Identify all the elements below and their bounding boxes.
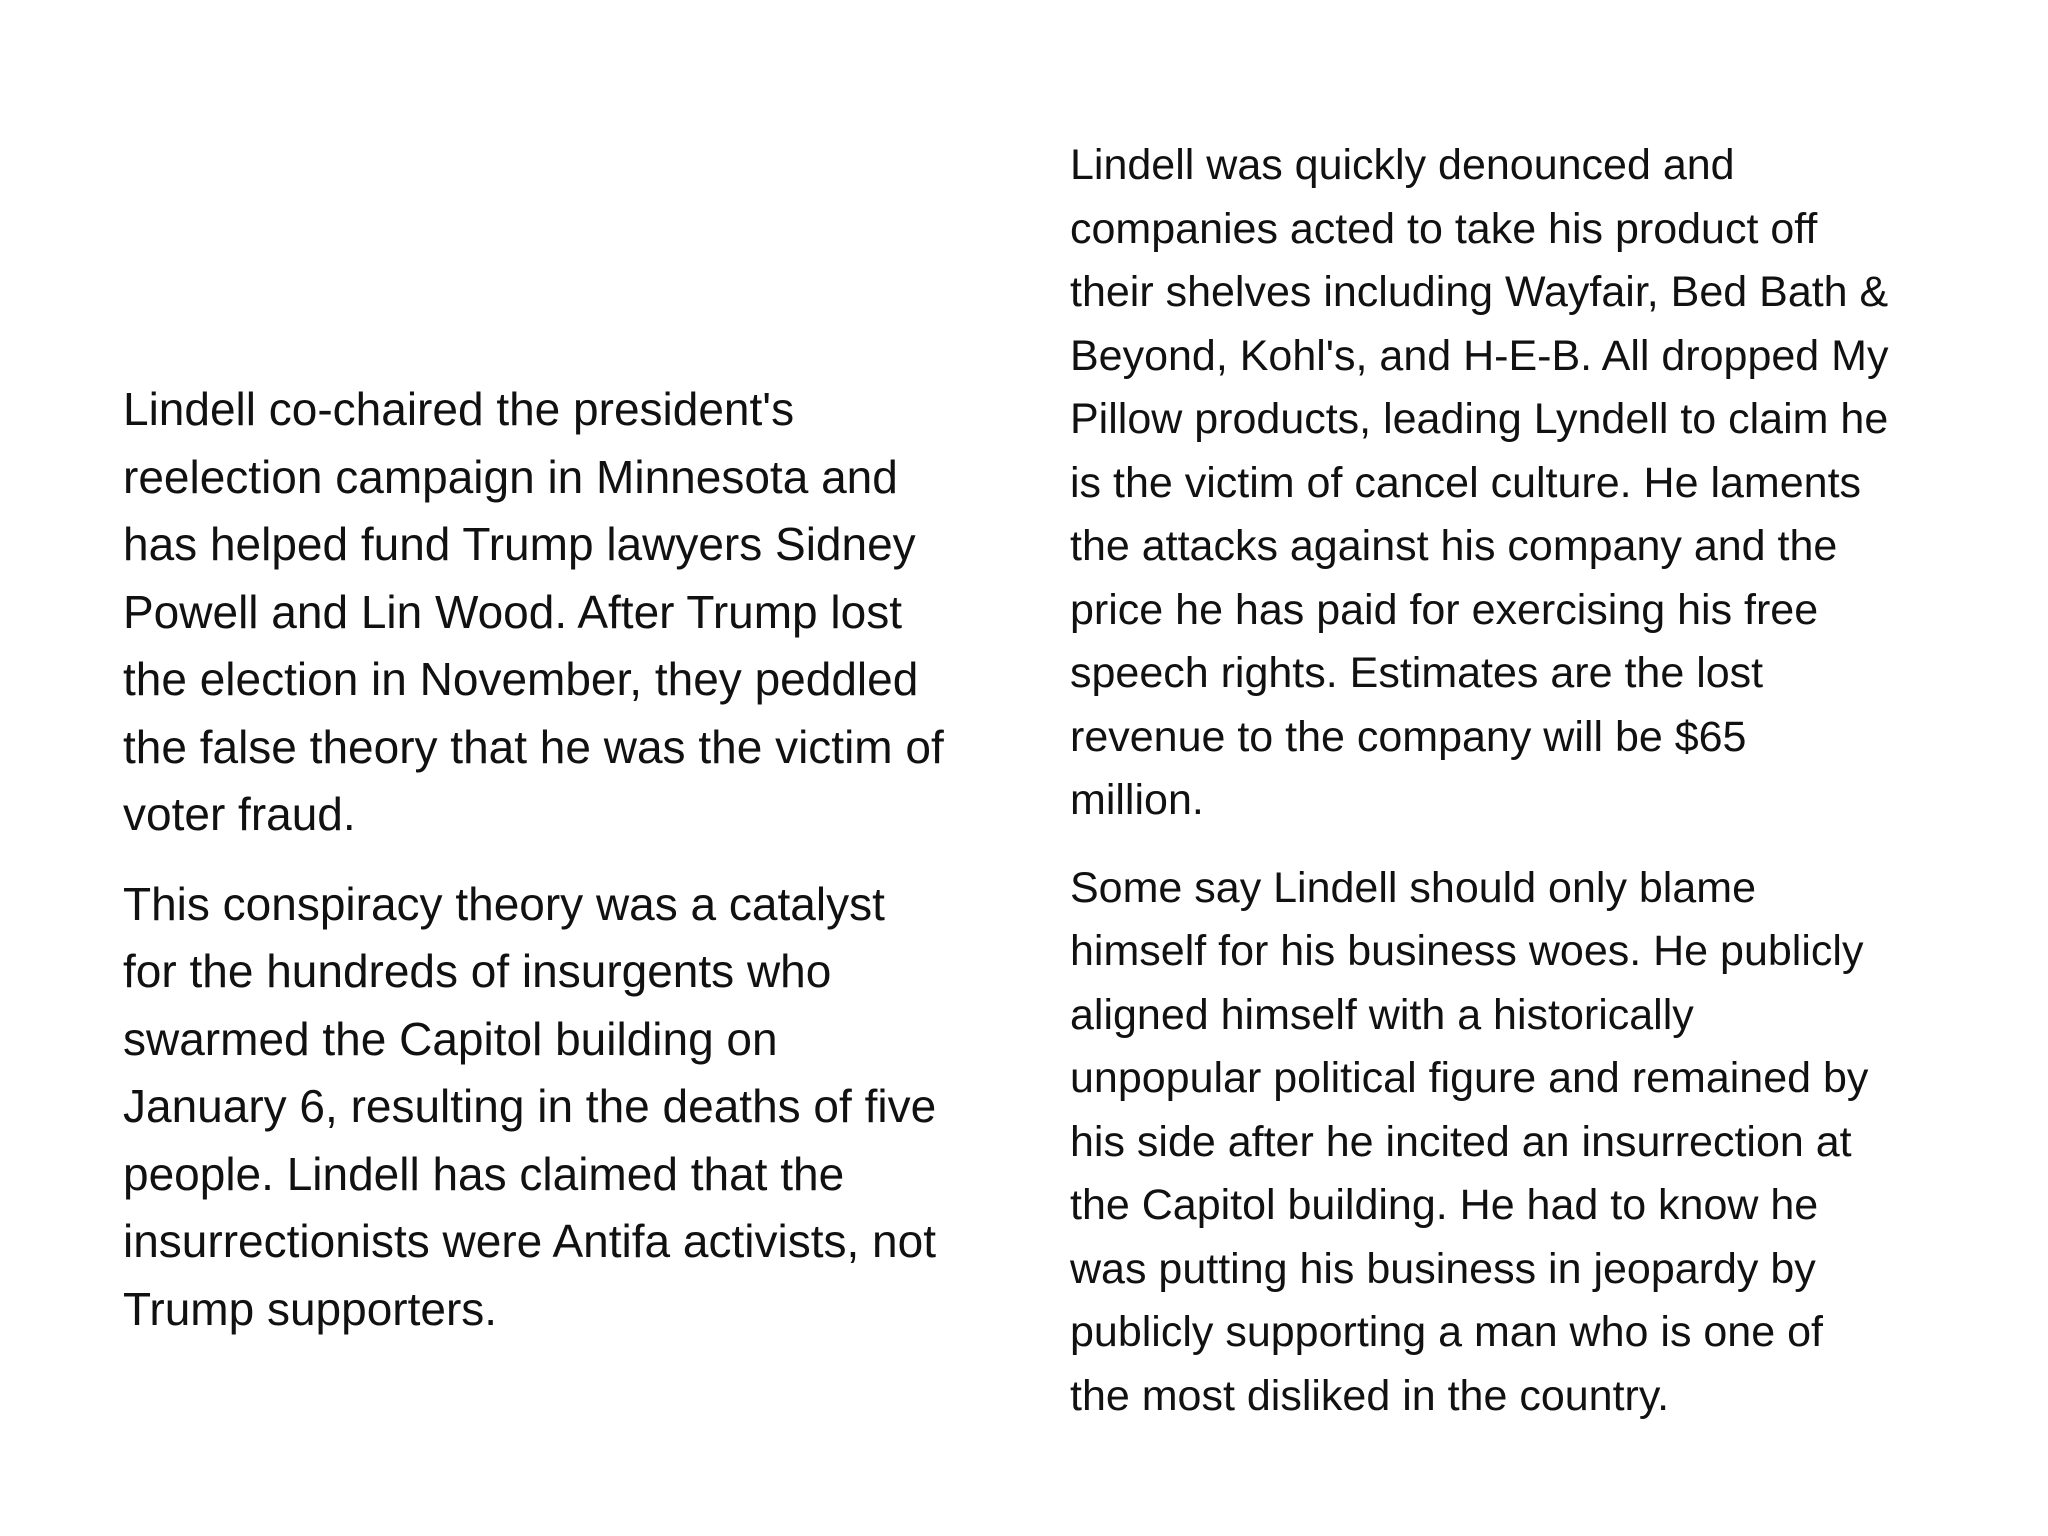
text-line: Beyond, Kohl's, and H-E-B. All dropped My [1070,331,1889,380]
text-line: revenue to the company will be $65 [1070,712,1747,761]
left-paragraph-2 [123,871,1013,1344]
text-line: publicly supporting a man who is one of [1070,1308,1823,1356]
text-line: was putting his business in jeopardy by [1070,1244,1816,1293]
text-line: reelection campaign in Minnesota and [123,450,898,503]
text-line: Trump supporters. [123,1282,498,1335]
text-line: is the victim of cancel culture. He laments [1070,458,1862,507]
left-paragraph-1 [123,376,1013,849]
text-line: insurrectionists were Antifa activists, not [123,1215,936,1267]
text-line: price he has paid for exercising his free [1070,585,1819,634]
text-line: the election in November, they peddled [123,653,919,705]
text-line: for the hundreds of insurgents who [123,945,832,997]
text-line: the false theory that he was the victim of [123,720,944,773]
text-line: has helped fund Trump lawyers Sidney [123,518,916,570]
text-line: the Capitol building. He had to know he [1070,1181,1819,1229]
right-paragraph-2 [1070,857,1970,1429]
text-line: Powell and Lin Wood. After Trump lost [123,585,902,638]
text-line: the most disliked in the country. [1070,1371,1670,1420]
right-column [1070,134,1970,1428]
text-line: his side after he incited an insurrection at [1070,1117,1852,1166]
text-line: their shelves including Wayfair, Bed Bath & [1070,268,1889,316]
text-line: million. [1070,776,1204,824]
text-line: Some say Lindell should only blame [1070,863,1757,912]
text-line: swarmed the Capitol building on [123,1012,778,1065]
text-line: This conspiracy theory was a catalyst [123,877,885,930]
right-paragraph-1 [1070,134,1970,833]
text-line: people. Lindell has claimed that the [123,1147,845,1200]
text-line: Lindell was quickly denounced and [1070,141,1735,189]
left-column [123,376,1013,1343]
text-line: himself for his business woes. He publicly [1070,927,1864,975]
text-line: aligned himself with a historically [1070,990,1694,1039]
text-line: voter fraud. [123,788,356,840]
text-line: Lindell co-chaired the president's [123,383,795,435]
text-line: speech rights. Estimates are the lost [1070,649,1764,697]
text-line: Pillow products, leading Lyndell to claim he [1070,395,1889,443]
text-line: unpopular political figure and remained by [1070,1054,1869,1102]
text-line: the attacks against his company and the [1070,522,1838,570]
text-line: January 6, resulting in the deaths of five [123,1080,937,1132]
text-line: companies acted to take his product off [1070,204,1818,253]
